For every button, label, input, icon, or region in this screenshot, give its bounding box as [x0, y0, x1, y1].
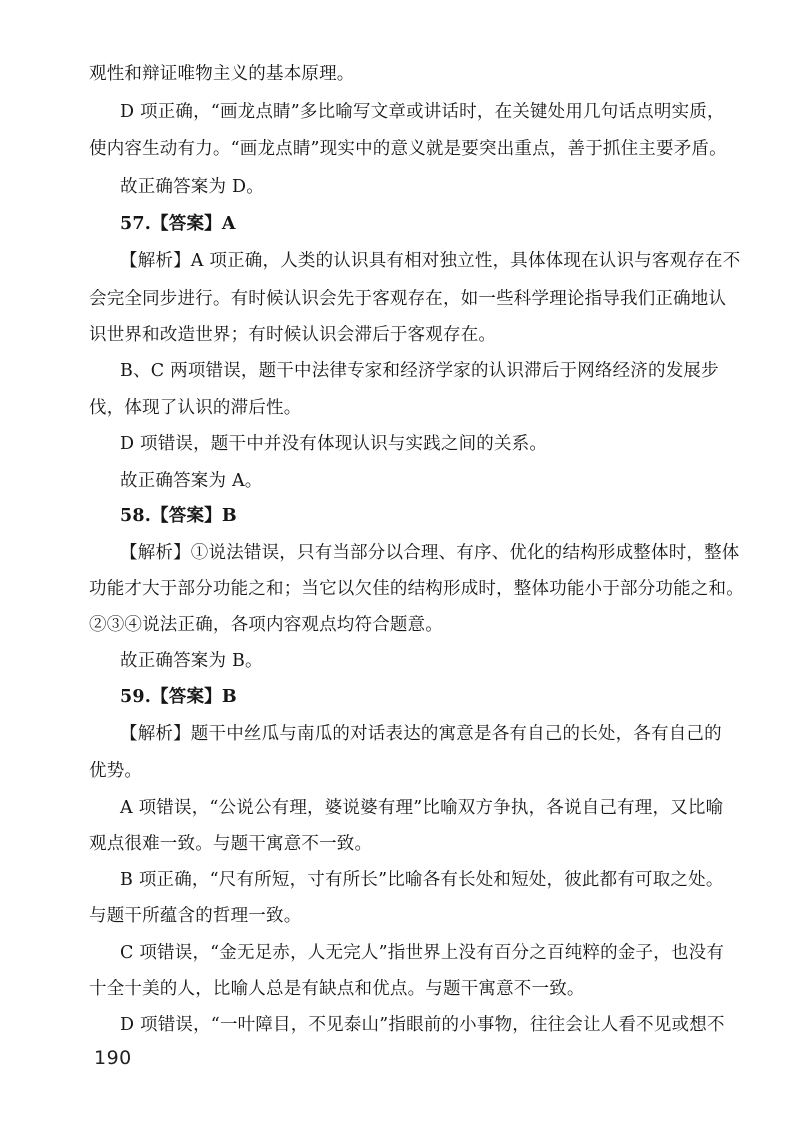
text-line: 识世界和改造世界；有时候认识会滞后于客观存在。: [89, 325, 497, 345]
text-line: 优势。: [89, 761, 143, 781]
text-line: 故正确答案为 B。: [120, 651, 263, 671]
text-line: 故正确答案为 A。: [120, 471, 263, 491]
text-line: A 项错误，“公说公有理，婆说婆有理”比喻双方争执，各说自己有理，又比喻: [120, 798, 724, 818]
text-line: 与题干所蕴含的哲理一致。: [89, 906, 302, 926]
text-line: 观性和辩证唯物主义的基本原理。: [89, 64, 355, 84]
text-line: ②③④说法正确，各项内容观点均符合题意。: [89, 615, 443, 635]
text-line: 十全十美的人，比喻人总是有缺点和优点。与题干寓意不一致。: [89, 979, 585, 999]
text-line: C 项错误，“金无足赤，人无完人”指世界上没有百分之百纯粹的金子，也没有: [120, 943, 725, 963]
text-line: 功能才大于部分功能之和；当它以欠佳的结构形成时，整体功能小于部分功能之和。: [89, 579, 744, 599]
text-line: D 项错误，题干中并没有体现认识与实践之间的关系。: [120, 434, 548, 454]
text-line: 【解析】题干中丝瓜与南瓜的对话表达的寓意是各有自己的长处，各有自己的: [120, 724, 722, 744]
answer-heading: 58.【答案】B: [120, 506, 237, 526]
text-line: 使内容生动有力。“画龙点睛”现实中的意义就是要突出重点，善于抓住主要矛盾。: [89, 139, 727, 159]
text-line: 【解析】①说法错误，只有当部分以合理、有序、优化的结构形成整体时，整体: [120, 543, 740, 563]
text-line: B 项正确，“尺有所短，寸有所长”比喻各有长处和短处，彼此都有可取之处。: [120, 870, 724, 890]
text-line: D 项错误，“一叶障目，不见泰山”指眼前的小事物，往往会让人看不见或想不: [120, 1015, 725, 1035]
text-line: 伐，体现了认识的滞后性。: [89, 398, 302, 418]
page-number: 190: [94, 1047, 132, 1069]
text-line: 故正确答案为 D。: [120, 177, 264, 197]
answer-heading: 57.【答案】A: [120, 214, 236, 234]
text-line: D 项正确，“画龙点睛”多比喻写文章或讲话时，在关键处用几句话点明实质，: [120, 102, 725, 122]
text-line: B、C 两项错误，题干中法律专家和经济学家的认识滞后于网络经济的发展步: [120, 361, 719, 381]
answer-heading: 59.【答案】B: [120, 687, 237, 707]
text-line: 【解析】A 项正确，人类的认识具有相对独立性，具体体现在认识与客观存在不: [120, 251, 741, 271]
text-line: 会完全同步进行。有时候认识会先于客观存在，如一些科学理论指导我们正确地认: [89, 289, 727, 309]
text-line: 观点很难一致。与题干寓意不一致。: [89, 834, 373, 854]
